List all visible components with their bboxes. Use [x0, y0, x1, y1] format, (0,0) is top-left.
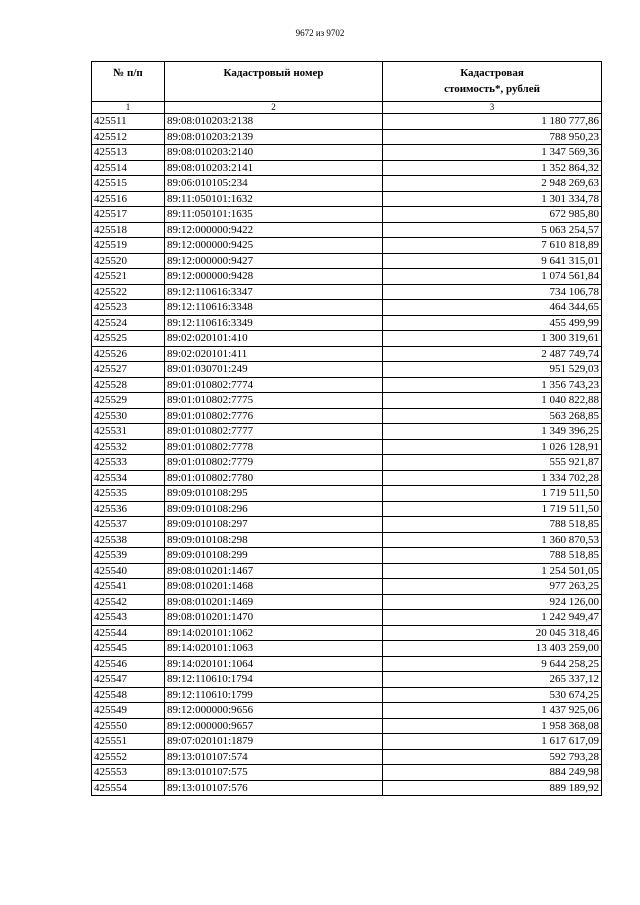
table-row: [92, 625, 602, 641]
table-row: [92, 734, 602, 750]
table-row: [92, 346, 602, 362]
cadastral-cost: 977 263,25: [383, 579, 602, 595]
cadastral-cost: 734 106,78: [383, 284, 602, 300]
row-number: 425522: [92, 284, 165, 300]
table-row: [92, 703, 602, 719]
table-row: [92, 610, 602, 626]
cadastral-number: 89:01:010802:7779: [165, 455, 383, 471]
cadastral-number: 89:12:000000:9427: [165, 253, 383, 269]
cadastral-number: 89:14:020101:1063: [165, 641, 383, 657]
cadastral-number: 89:01:010802:7780: [165, 470, 383, 486]
cadastral-cost: 9 644 258,25: [383, 656, 602, 672]
page-number: 9672 из 9702: [295, 28, 345, 38]
cadastral-cost: 1 617 617,09: [383, 734, 602, 750]
row-number: 425550: [92, 718, 165, 734]
row-number: 425547: [92, 672, 165, 688]
table-row: [92, 176, 602, 192]
cadastral-cost: 924 126,00: [383, 594, 602, 610]
column-number-2: 2: [165, 102, 383, 114]
table-row: [92, 393, 602, 409]
table-row: [92, 455, 602, 471]
cadastral-number: 89:12:000000:9422: [165, 222, 383, 238]
cadastral-number: 89:08:010203:2140: [165, 145, 383, 161]
cadastral-cost: 2 487 749,74: [383, 346, 602, 362]
row-number: 425536: [92, 501, 165, 517]
table-row: [92, 486, 602, 502]
cadastral-number: 89:01:010802:7774: [165, 377, 383, 393]
table-row: [92, 501, 602, 517]
row-number: 425546: [92, 656, 165, 672]
row-number: 425543: [92, 610, 165, 626]
row-number: 425534: [92, 470, 165, 486]
cadastral-number: 89:01:010802:7775: [165, 393, 383, 409]
cadastral-number: 89:12:000000:9657: [165, 718, 383, 734]
cadastral-number: 89:08:010201:1467: [165, 563, 383, 579]
row-number: 425549: [92, 703, 165, 719]
cadastral-cost: 1 719 511,50: [383, 501, 602, 517]
cadastral-cost: 1 026 128,91: [383, 439, 602, 455]
row-number: 425518: [92, 222, 165, 238]
cadastral-number: 89:13:010107:575: [165, 765, 383, 781]
cadastral-number: 89:12:110610:1799: [165, 687, 383, 703]
cadastral-number: 89:09:010108:298: [165, 532, 383, 548]
cadastral-table: [91, 61, 602, 796]
cadastral-number: 89:02:020101:411: [165, 346, 383, 362]
table-row: [92, 191, 602, 207]
row-number: 425554: [92, 780, 165, 796]
cadastral-number: 89:12:110616:3349: [165, 315, 383, 331]
column-number-3: 3: [383, 102, 602, 114]
cadastral-number: 89:12:110616:3347: [165, 284, 383, 300]
cadastral-cost: 1 356 743,23: [383, 377, 602, 393]
cadastral-cost: 5 063 254,57: [383, 222, 602, 238]
table-row: [92, 517, 602, 533]
cadastral-number: 89:11:050101:1632: [165, 191, 383, 207]
row-number: 425535: [92, 486, 165, 502]
table-row: [92, 114, 602, 130]
row-number: 425514: [92, 160, 165, 176]
table-row: [92, 207, 602, 223]
cadastral-cost: 788 518,85: [383, 548, 602, 564]
row-number: 425540: [92, 563, 165, 579]
cadastral-cost: 884 249,98: [383, 765, 602, 781]
row-number: 425513: [92, 145, 165, 161]
table-header-row: [92, 62, 602, 102]
cadastral-cost: 672 985,80: [383, 207, 602, 223]
cadastral-number: 89:14:020101:1064: [165, 656, 383, 672]
cadastral-cost: 1 347 569,36: [383, 145, 602, 161]
table-row: [92, 284, 602, 300]
cadastral-cost: 788 950,23: [383, 129, 602, 145]
cadastral-cost: 20 045 318,46: [383, 625, 602, 641]
cadastral-number: 89:08:010203:2141: [165, 160, 383, 176]
cadastral-number: 89:09:010108:297: [165, 517, 383, 533]
table-row: [92, 780, 602, 796]
table-row: [92, 222, 602, 238]
cadastral-cost: 1 074 561,84: [383, 269, 602, 285]
cadastral-number: 89:01:030701:249: [165, 362, 383, 378]
row-number: 425519: [92, 238, 165, 254]
cadastral-number: 89:02:020101:410: [165, 331, 383, 347]
cadastral-number: 89:09:010108:295: [165, 486, 383, 502]
table-row: [92, 439, 602, 455]
table-row: [92, 377, 602, 393]
cadastral-number: 89:09:010108:296: [165, 501, 383, 517]
row-number: 425521: [92, 269, 165, 285]
table-row: [92, 315, 602, 331]
cadastral-number: 89:13:010107:574: [165, 749, 383, 765]
table-row: [92, 641, 602, 657]
cadastral-cost: 1 180 777,86: [383, 114, 602, 130]
table-row: [92, 408, 602, 424]
table-row: [92, 594, 602, 610]
cadastral-cost: 464 344,65: [383, 300, 602, 316]
cadastral-cost: 13 403 259,00: [383, 641, 602, 657]
row-number: 425538: [92, 532, 165, 548]
row-number: 425529: [92, 393, 165, 409]
row-number: 425527: [92, 362, 165, 378]
row-number: 425516: [92, 191, 165, 207]
table-row: [92, 718, 602, 734]
table-row: [92, 687, 602, 703]
row-number: 425539: [92, 548, 165, 564]
row-number: 425551: [92, 734, 165, 750]
table-row: [92, 563, 602, 579]
cadastral-number: 89:12:000000:9656: [165, 703, 383, 719]
cadastral-number: 89:08:010201:1470: [165, 610, 383, 626]
cadastral-number: 89:01:010802:7778: [165, 439, 383, 455]
table-row: [92, 656, 602, 672]
cadastral-number: 89:08:010201:1469: [165, 594, 383, 610]
row-number: 425524: [92, 315, 165, 331]
row-number: 425523: [92, 300, 165, 316]
header-cadastral-cost-text: Кадастровая стоимость*, рублей: [444, 67, 540, 95]
table-row: [92, 532, 602, 548]
cadastral-cost: 530 674,25: [383, 687, 602, 703]
table-row: [92, 672, 602, 688]
header-cadastral-number: Кадастровый номер: [165, 62, 383, 102]
table-row: [92, 424, 602, 440]
cadastral-number: 89:14:020101:1062: [165, 625, 383, 641]
row-number: 425537: [92, 517, 165, 533]
cadastral-number: 89:01:010802:7776: [165, 408, 383, 424]
table-row: [92, 269, 602, 285]
cadastral-cost: 1 300 319,61: [383, 331, 602, 347]
cadastral-number: 89:08:010203:2139: [165, 129, 383, 145]
cadastral-cost: 555 921,87: [383, 455, 602, 471]
cadastral-cost: 1 334 702,28: [383, 470, 602, 486]
row-number: 425520: [92, 253, 165, 269]
cadastral-number: 89:11:050101:1635: [165, 207, 383, 223]
cadastral-cost: 1 352 864,32: [383, 160, 602, 176]
cadastral-cost: 1 958 368,08: [383, 718, 602, 734]
cadastral-number: 89:13:010107:576: [165, 780, 383, 796]
row-number: 425532: [92, 439, 165, 455]
column-number-1: 1: [92, 102, 165, 114]
row-number: 425530: [92, 408, 165, 424]
cadastral-cost: 788 518,85: [383, 517, 602, 533]
row-number: 425526: [92, 346, 165, 362]
cadastral-cost: 1 437 925,06: [383, 703, 602, 719]
row-number: 425511: [92, 114, 165, 130]
row-number: 425525: [92, 331, 165, 347]
table-row: [92, 579, 602, 595]
row-number: 425531: [92, 424, 165, 440]
row-number: 425528: [92, 377, 165, 393]
table-row: [92, 129, 602, 145]
cadastral-cost: 1 254 501,05: [383, 563, 602, 579]
row-number: 425544: [92, 625, 165, 641]
cadastral-cost: 951 529,03: [383, 362, 602, 378]
cadastral-number: 89:01:010802:7777: [165, 424, 383, 440]
cadastral-cost: 7 610 818,89: [383, 238, 602, 254]
cadastral-cost: 1 242 949,47: [383, 610, 602, 626]
cadastral-cost: 265 337,12: [383, 672, 602, 688]
table-column-number-row: [92, 102, 602, 114]
row-number: 425541: [92, 579, 165, 595]
cadastral-number: 89:08:010203:2138: [165, 114, 383, 130]
table-row: [92, 160, 602, 176]
cadastral-number: 89:08:010201:1468: [165, 579, 383, 595]
table-row: [92, 749, 602, 765]
row-number: 425545: [92, 641, 165, 657]
cadastral-cost: 9 641 315,01: [383, 253, 602, 269]
table-body: [92, 114, 602, 796]
cadastral-number: 89:12:110616:3348: [165, 300, 383, 316]
cadastral-number: 89:12:110610:1794: [165, 672, 383, 688]
table-row: [92, 331, 602, 347]
cadastral-cost: 455 499,99: [383, 315, 602, 331]
cadastral-cost: 592 793,28: [383, 749, 602, 765]
cadastral-cost: 1 040 822,88: [383, 393, 602, 409]
table-row: [92, 145, 602, 161]
row-number: 425517: [92, 207, 165, 223]
row-number: 425542: [92, 594, 165, 610]
table-row: [92, 470, 602, 486]
cadastral-cost: 563 268,85: [383, 408, 602, 424]
row-number: 425515: [92, 176, 165, 192]
cadastral-number: 89:06:010105:234: [165, 176, 383, 192]
table-row: [92, 300, 602, 316]
row-number: 425552: [92, 749, 165, 765]
row-number: 425512: [92, 129, 165, 145]
table-row: [92, 253, 602, 269]
header-cadastral-cost: [383, 62, 602, 102]
cadastral-cost: 1 360 870,53: [383, 532, 602, 548]
cadastral-cost: 1 301 334,78: [383, 191, 602, 207]
cadastral-number: 89:09:010108:299: [165, 548, 383, 564]
table-row: [92, 765, 602, 781]
cadastral-cost: 2 948 269,63: [383, 176, 602, 192]
cadastral-number: 89:12:000000:9425: [165, 238, 383, 254]
row-number: 425533: [92, 455, 165, 471]
cadastral-number: 89:12:000000:9428: [165, 269, 383, 285]
row-number: 425553: [92, 765, 165, 781]
cadastral-cost: 1 719 511,50: [383, 486, 602, 502]
cadastral-number: 89:07:020101:1879: [165, 734, 383, 750]
table-row: [92, 548, 602, 564]
table-row: [92, 362, 602, 378]
table-row: [92, 238, 602, 254]
row-number: 425548: [92, 687, 165, 703]
cadastral-cost: 889 189,92: [383, 780, 602, 796]
header-number: № п/п: [92, 62, 165, 102]
cadastral-cost: 1 349 396,25: [383, 424, 602, 440]
